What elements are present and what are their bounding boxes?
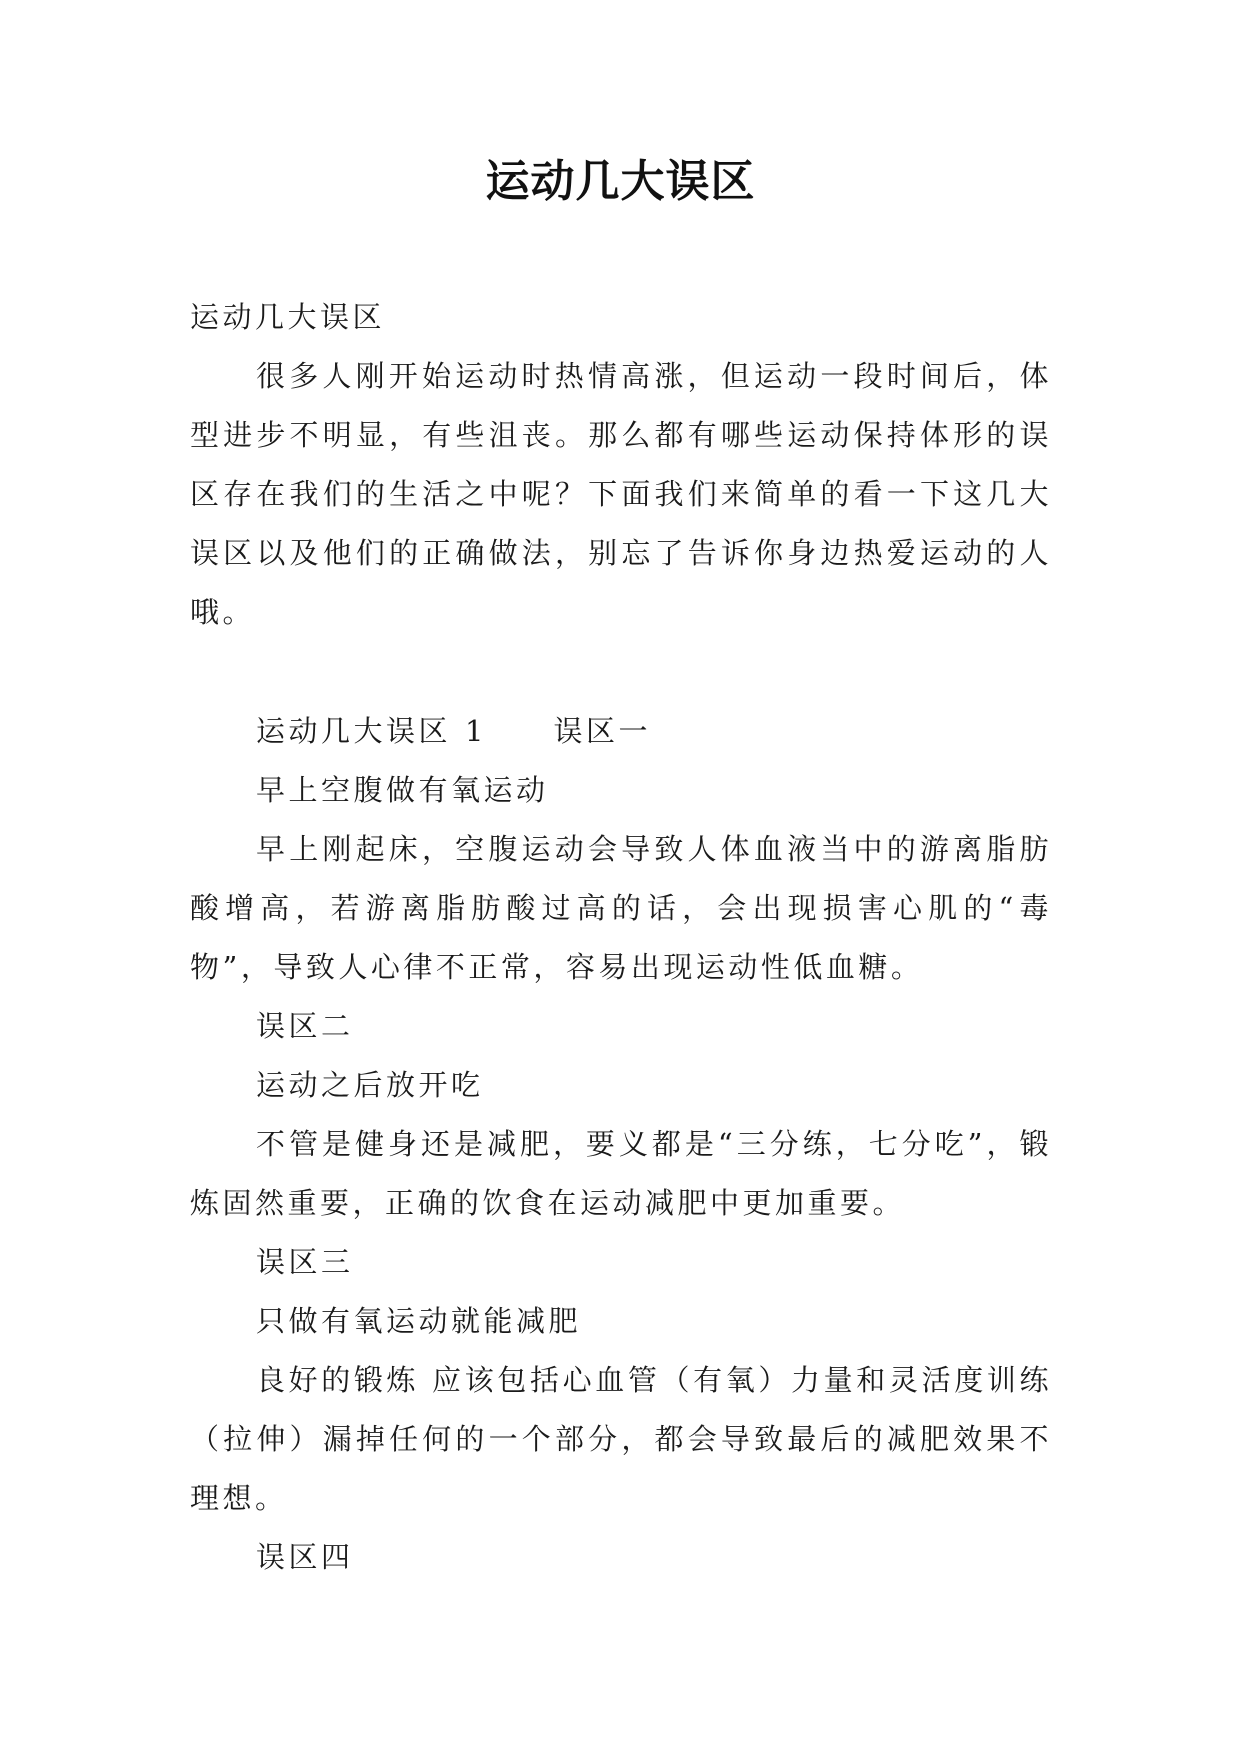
paragraph-spacer <box>190 642 1052 702</box>
section-title: 运动几大误区 <box>256 714 452 748</box>
myth4-label: 误区四 <box>256 1540 354 1574</box>
myth1-body: 早上刚起床，空腹运动会导致人体血液当中的游离脂肪酸增高，若游离脂肪酸过高的话，会出现损害心肌的“毒物”，导致人心律不正常，容易出现运动性低血糖。 <box>190 832 1052 984</box>
myth1-label: 误区一 <box>553 714 651 748</box>
section-number: 1 <box>465 714 484 748</box>
document-body <box>190 288 1052 1587</box>
section-heading <box>190 702 1052 761</box>
myth2-label: 误区二 <box>256 1009 354 1043</box>
myth3-body: 良好的锻炼 应该包括心血管（有氧）力量和灵活度训练（拉伸）漏掉任何的一个部分，都会导致最后的减肥效果不理想。 <box>190 1363 1052 1515</box>
intro-paragraph: 很多人刚开始运动时热情高涨，但运动一段时间后，体型进步不明显，有些沮丧。那么都有哪些运动保持体形的误区存在我们的生活之中呢？下面我们来简单的看一下这几大误区以及他们的正确做法，别忘了告诉你身边热爱运动的人哦。 <box>190 359 1052 629</box>
myth3-label: 误区三 <box>256 1245 354 1279</box>
myth3-title: 只做有氧运动就能减肥 <box>256 1304 582 1338</box>
myth2-title: 运动之后放开吃 <box>256 1068 484 1102</box>
article-heading: 运动几大误区 <box>190 300 386 334</box>
myth1-title: 早上空腹做有氧运动 <box>256 773 549 807</box>
document-title: 运动几大误区 <box>485 156 756 207</box>
myth2-body: 不管是健身还是减肥，要义都是“三分练，七分吃”，锻炼固然重要，正确的饮食在运动减肥中更加重要。 <box>190 1127 1052 1220</box>
